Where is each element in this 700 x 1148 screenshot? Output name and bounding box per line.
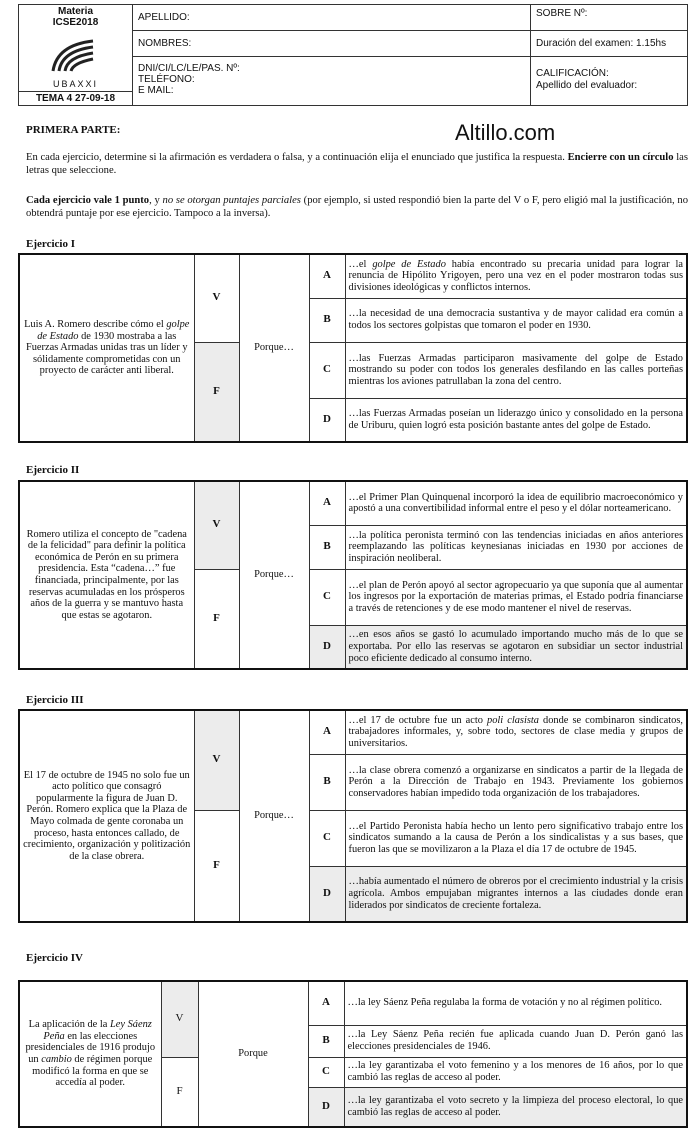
- exercise-2-table: [18, 480, 688, 670]
- exercise-3-letter-b[interactable]: B: [309, 754, 345, 810]
- instructions-tail: las letras que seleccione.: [26, 152, 688, 176]
- exercise-1-letter-b[interactable]: B: [309, 298, 345, 342]
- exercise-1-title: Ejercicio I: [26, 238, 75, 250]
- exercise-2-letter-c[interactable]: C: [309, 569, 345, 625]
- logo-text: UBAXXI: [52, 79, 98, 89]
- telefono-label: TELÉFONO:: [138, 74, 195, 85]
- exercise-1-table: [18, 253, 688, 443]
- exercise-3-true-option[interactable]: V: [194, 710, 239, 810]
- exercise-3-option-c: …el Partido Peronista había hecho un lento pero significativo trabajo entre los sindicatos sumando a la causa de Perón a los sindicalistas y a sus bases, que fueron las que se movilizaron a la Plaza el día 17 de octubre de 1945.: [345, 810, 687, 866]
- exercise-4-letter-c[interactable]: C: [308, 1057, 344, 1087]
- exercise-2-letter-d[interactable]: D: [309, 625, 345, 669]
- exercise-4-porque: Porque: [198, 981, 308, 1127]
- exercise-4-false-option[interactable]: F: [161, 1057, 198, 1127]
- watermark-text: Altillo.com: [455, 120, 556, 145]
- exam-header: [18, 4, 688, 106]
- sobre-field[interactable]: [531, 5, 687, 31]
- contact-field[interactable]: [133, 58, 530, 105]
- section-title: PRIMERA PARTE:: [26, 124, 121, 136]
- exercise-1-false-option[interactable]: F: [194, 342, 239, 442]
- exercise-4-letter-a[interactable]: A: [308, 981, 344, 1025]
- scoring-join: , y: [149, 195, 163, 206]
- exercise-3-porque: Porque…: [239, 710, 309, 922]
- exercise-2-false-option[interactable]: F: [194, 569, 239, 669]
- exercise-1-statement: Luis A. Romero describe cómo el golpe de Estado de 1930 mostraba a las Fuerzas Armadas unidas tras un líder y sólidamente comprometidas con un proyecto de carácter anti liberal.: [19, 254, 194, 442]
- exercise-4-letter-d[interactable]: D: [308, 1087, 344, 1127]
- materia-label: Materia: [57, 6, 93, 17]
- ubaxxi-logo-icon: [49, 37, 99, 75]
- duracion-label: Duración del examen: 1.15hs: [536, 38, 667, 49]
- exercise-2-statement: Romero utiliza el concepto de "cadena de la felicidad" para definir la política económica de Perón en su primera presidencia. Esta “cadena…” fue financiada, principalmente, por las reservas acumuladas en los prósperos años de la guerra y se mantuvo hasta que estas se agotaron.: [19, 481, 194, 669]
- nombres-label: NOMBRES:: [138, 38, 192, 49]
- exercise-3-table: [18, 709, 688, 923]
- exercise-1-letter-d[interactable]: D: [309, 398, 345, 442]
- exercise-2-porque: Porque…: [239, 481, 309, 669]
- email-label: E MAIL:: [138, 85, 174, 96]
- exercise-4-letter-b[interactable]: B: [308, 1025, 344, 1057]
- exercise-4-statement: La aplicación de la Ley Sáenz Peña en las elecciones presidenciales de 1916 produjo un cambio de régimen porque modificó la forma en que se accedía al poder.: [19, 981, 161, 1127]
- exercise-1-letter-c[interactable]: C: [309, 342, 345, 398]
- exercise-4-title: Ejercicio IV: [26, 952, 83, 964]
- exercise-4-true-option[interactable]: V: [161, 981, 198, 1057]
- exercise-3-letter-a[interactable]: A: [309, 710, 345, 754]
- exercise-3-option-a: …el 17 de octubre fue un acto poli clasista donde se combinaron sindicatos, trabajadores informales, y, sobre todo, sectores de clase media y grupos de universitarios.: [345, 710, 687, 754]
- exercise-2-option-b: …la política peronista terminó con las tendencias iniciadas en años anteriores reemplazando las políticas keynesianas iniciadas en 1930 por acciones de inspiración neoliberal.: [345, 525, 687, 569]
- exercise-3-title: Ejercicio III: [26, 694, 84, 706]
- exercise-2-letter-a[interactable]: A: [309, 481, 345, 525]
- scoring-italic: no se otorgan puntajes parciales: [162, 195, 301, 206]
- exercise-2-option-d: …en esos años se gastó lo acumulado importando mucho más de lo que se exportaba. Por ello las reservas se agotaron en subsidiar un sector industrial poco eficiente dedicado al consumo interno.: [345, 625, 687, 669]
- exercise-4-table: [18, 980, 688, 1128]
- sobre-label: SOBRE Nº:: [536, 8, 588, 19]
- exercise-1-option-a: …el golpe de Estado había encontrado su precaria unidad para lograr la renuncia de Hipólito Yrigoyen, pero una vez en el poder mostraron todas sus divisiones ideológicas y conflictos internos.: [345, 254, 687, 298]
- exercise-1-option-b: …la necesidad de una democracia sustantiva y de mayor calidad era común a todos los sectores golpistas que tomaron el poder en 1930.: [345, 298, 687, 342]
- exercise-1-true-option[interactable]: V: [194, 254, 239, 342]
- dni-label: DNI/CI/LC/LE/PAS. Nº:: [138, 63, 240, 74]
- exercise-2-option-a: …el Primer Plan Quinquenal incorporó la idea de equilibrio macroeconómico y apostó a una convertibilidad informal entre el peso y el dólar norteamericano.: [345, 481, 687, 525]
- exercise-3-option-d: …había aumentado el número de obreros por el crecimiento industrial y la crisis agrícola. Ambos empujaban migrantes internos a las ciudades donde eran liderados por sindicatos de creciente fortaleza.: [345, 866, 687, 922]
- exercise-4-option-d: …la ley garantizaba el voto secreto y la limpieza del proceso electoral, lo que cambió las reglas de acceso al poder.: [344, 1087, 687, 1127]
- exercise-4-option-a: …la ley Sáenz Peña regulaba la forma de votación y no al régimen político.: [344, 981, 687, 1025]
- apellido-label: APELLIDO:: [138, 12, 190, 23]
- subject-cell: [19, 5, 133, 105]
- instructions-text: En cada ejercicio, determine si la afirmación es verdadera o falsa, y a continuación elija el enunciado que justifica la respuesta.: [26, 152, 565, 163]
- apellido-field[interactable]: [133, 5, 530, 31]
- nombres-field[interactable]: [133, 31, 530, 57]
- instructions-paragraph: [26, 151, 688, 177]
- exercise-1-option-d: …las Fuerzas Armadas poseían un liderazgo único y consolidado en la persona de Uriburu, quien logró esta posición bastante antes del golpe de Estado.: [345, 398, 687, 442]
- calificacion-field[interactable]: [531, 58, 687, 105]
- exercise-2-true-option[interactable]: V: [194, 481, 239, 569]
- scoring-bold: Cada ejercicio vale 1 punto: [26, 195, 150, 206]
- exercise-2-title: Ejercicio II: [26, 464, 80, 476]
- instructions-bold: Encierre con un círculo: [567, 152, 674, 163]
- exercise-1-letter-a[interactable]: A: [309, 254, 345, 298]
- exercise-4-option-c: …la ley garantizaba el voto femenino y a los menores de 16 años, por lo que cambió las reglas de acceso al poder.: [344, 1057, 687, 1087]
- evaluador-label: Apellido del evaluador:: [536, 80, 638, 91]
- exercise-2-letter-b[interactable]: B: [309, 525, 345, 569]
- scoring-tail: (por ejemplo, si usted respondió bien la parte del V o F, pero eligió mal la justificación, no obtendrá puntaje por ese ejercicio. Tampoco a la inversa).: [26, 195, 688, 219]
- exercise-3-letter-c[interactable]: C: [309, 810, 345, 866]
- student-data-cell: [133, 5, 531, 105]
- calificacion-label: CALIFICACIÓN:: [536, 68, 609, 79]
- exercise-1-porque: Porque…: [239, 254, 309, 442]
- exercise-3-option-b: …la clase obrera comenzó a organizarse en sindicatos a partir de la llegada de Perón a la Dirección de Trabajo en 1943. Previamente los gobiernos conservadores habían impedido toda organización de los trabajadores.: [345, 754, 687, 810]
- scoring-paragraph: [26, 194, 688, 220]
- exam-info-cell: [531, 5, 687, 105]
- exercise-3-false-option[interactable]: F: [194, 810, 239, 922]
- exercise-4-option-b: …la Ley Sáenz Peña recién fue aplicada cuando Juan D. Perón ganó las elecciones presidenciales de 1946.: [344, 1025, 687, 1057]
- tema-label: TEMA 4 27-09-18: [19, 91, 132, 106]
- duracion-field: [531, 31, 687, 57]
- exercise-1-option-c: …las Fuerzas Armadas participaron masivamente del golpe de Estado mostrando su poder con todos los generales desfilando en las calles porteñas mientras los aviones patrullaban la zona del centro.: [345, 342, 687, 398]
- exercise-3-statement: El 17 de octubre de 1945 no solo fue un acto político que consagró popularmente la figura de Juan D. Perón. Romero explica que la Plaza de Mayo colmada de gente coronaba un proceso, hasta entonces callado, de crecimiento, organización y politización de la clase obrera.: [19, 710, 194, 922]
- exercise-3-letter-d[interactable]: D: [309, 866, 345, 922]
- materia-value: ICSE2018: [52, 17, 99, 28]
- exercise-2-option-c: …el plan de Perón apoyó al sector agropecuario ya que suponía que al aumentar los ingresos por la exportación de materias primas, el Estado podría financiarse a través de retenciones y de ese modo mantener el nivel de reservas.: [345, 569, 687, 625]
